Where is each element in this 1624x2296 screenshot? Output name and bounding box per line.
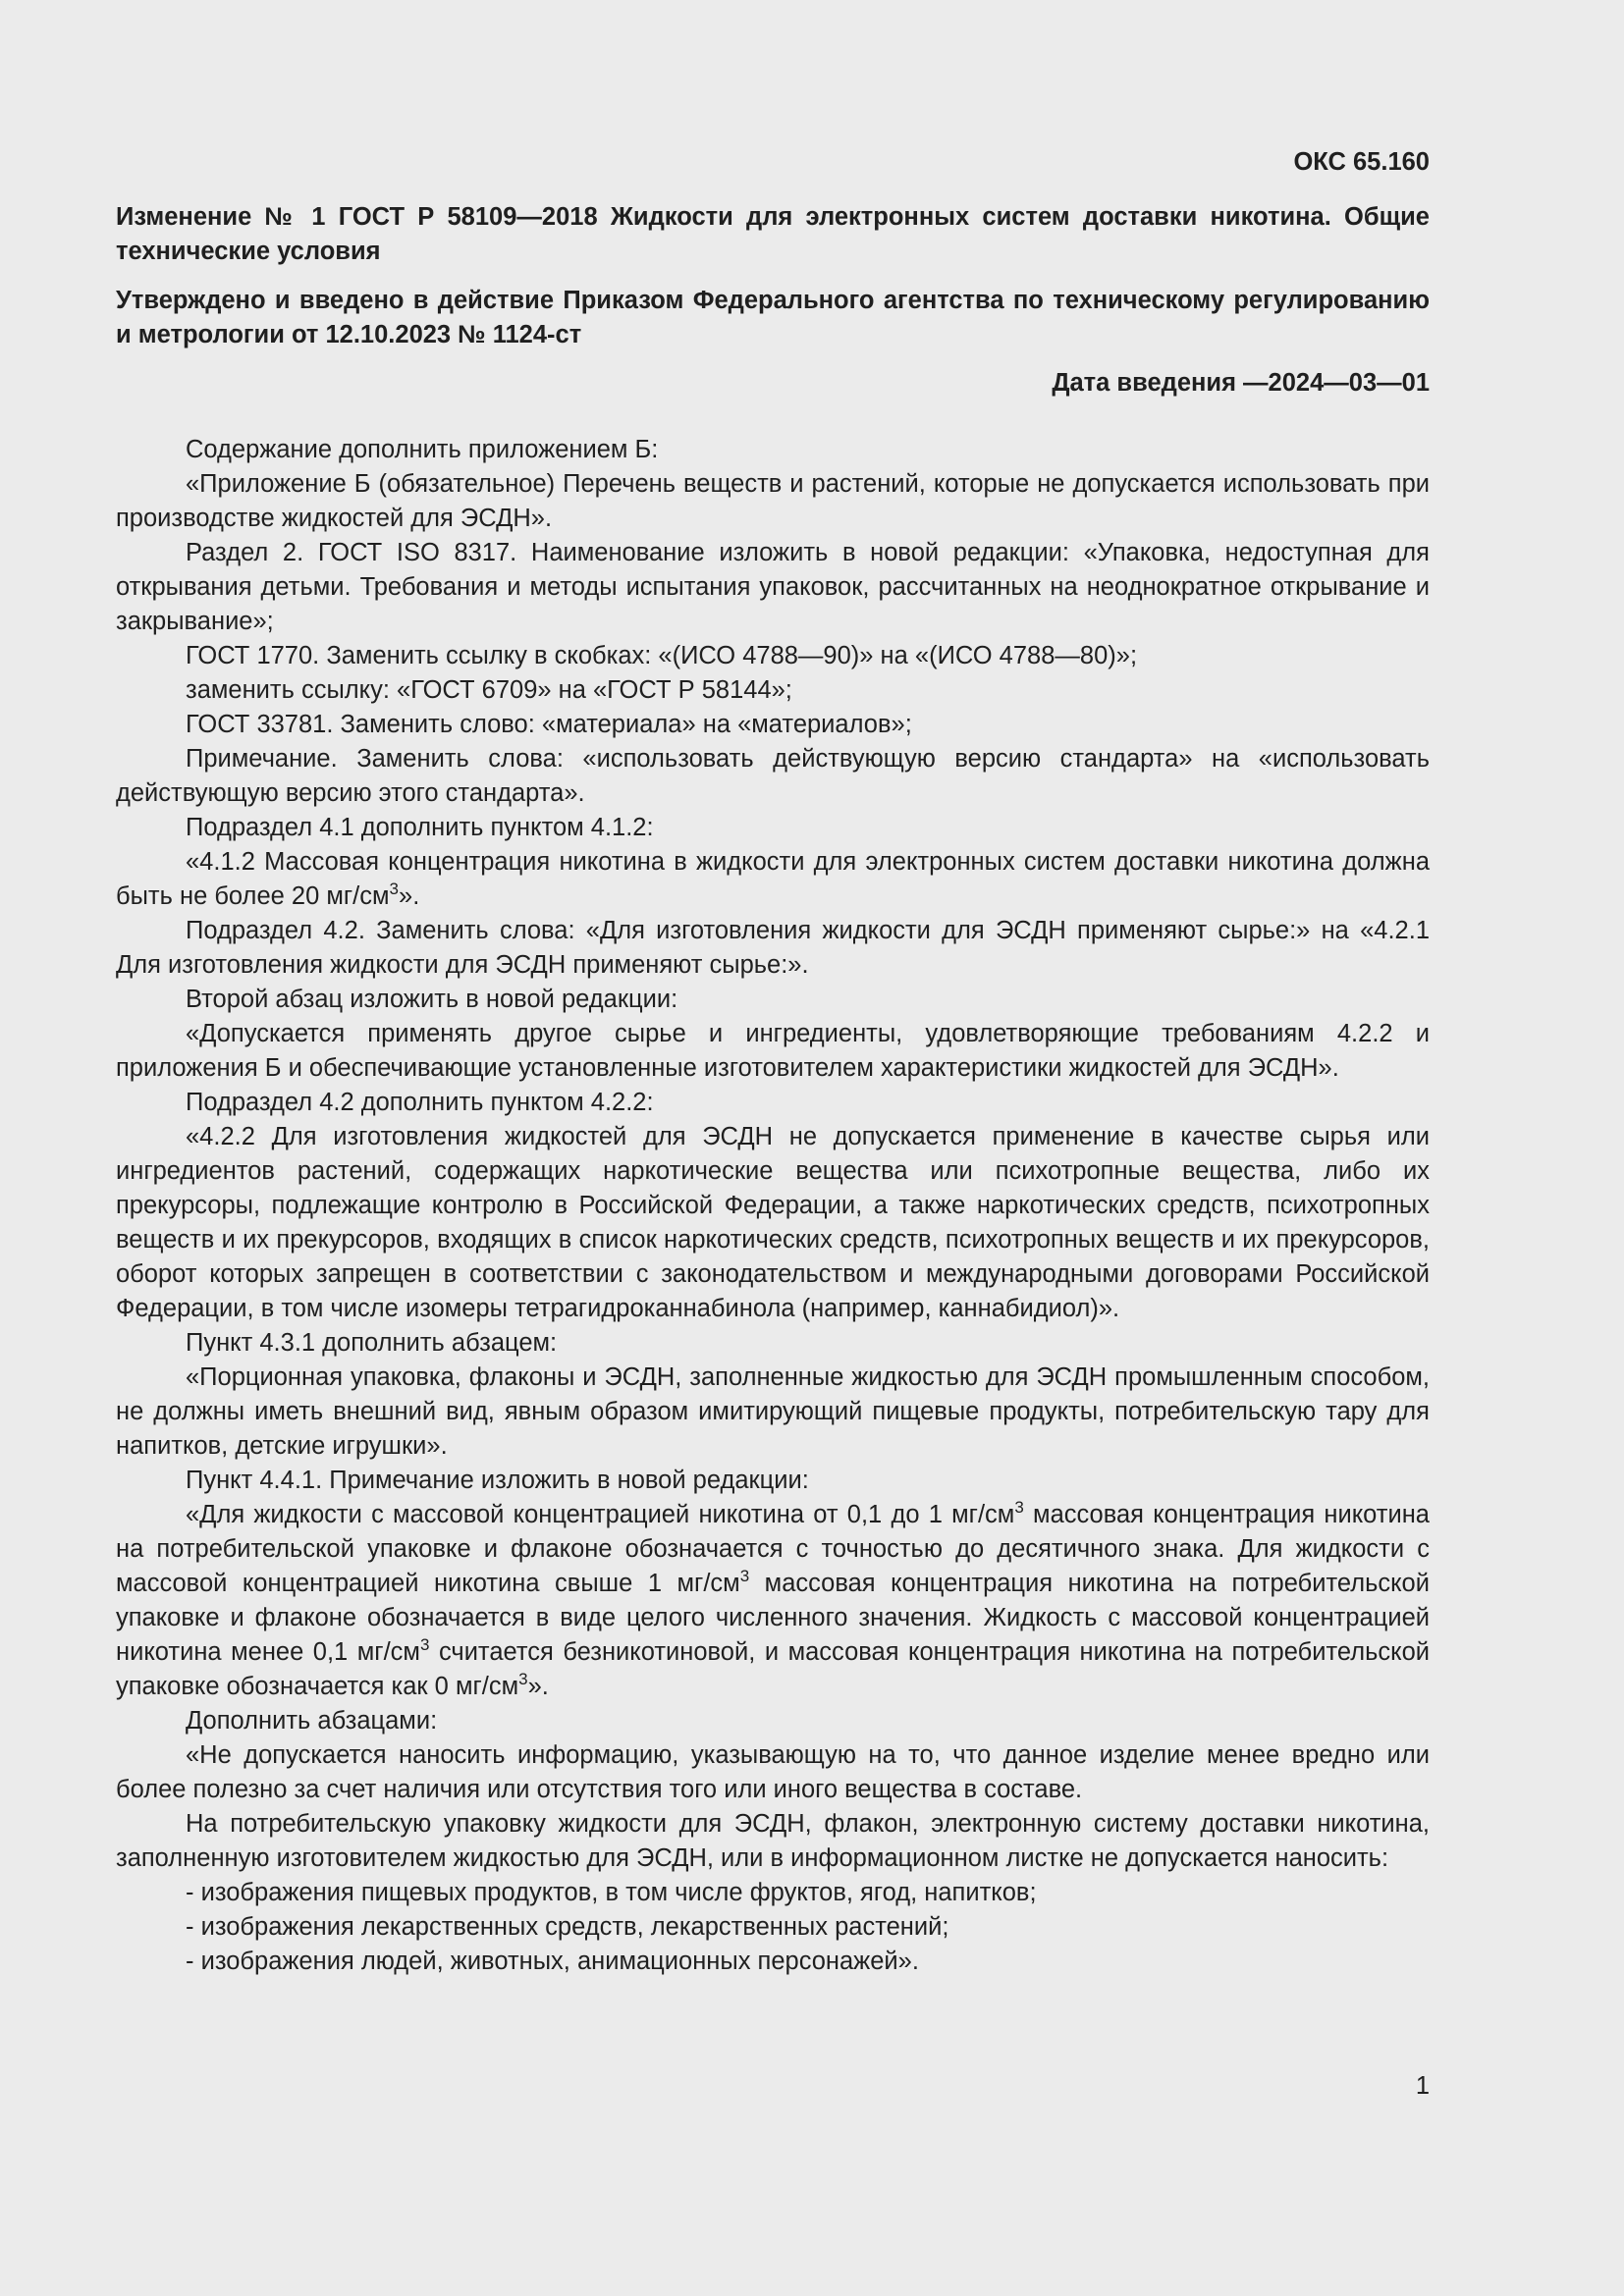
paragraph: ГОСТ 33781. Заменить слово: «материала» на «материалов»; [186, 711, 912, 738]
paragraph: «Допускается применять другое сырье и ингредиенты, удовлетворяющие требованиям 4.2.2 и приложения Б и обеспечивающие установленные изготовителем характеристики жидкостей для ЭСДН». [116, 1020, 1430, 1082]
paragraph: ГОСТ 1770. Заменить ссылку в скобках: «(ИСО 4788—90)» на «(ИСО 4788—80)»; [186, 642, 1138, 669]
paragraph: Подраздел 4.2. Заменить слова: «Для изготовления жидкости для ЭСДН применяют сырье:» на «4.2.1 Для изготовления жидкости для ЭСДН применяют сырье:». [116, 917, 1430, 979]
text-run: массовая концентрация никотина на потребительской упаковке и флаконе обозначается в виде целого численного значения. Жидкость с массовой концентрацией никотина менее 0,1 мг/см [116, 1570, 1430, 1666]
dash-list-item: - изображения пищевых продуктов, в том числе фруктов, ягод, напитков; [186, 1879, 1037, 1906]
paragraph: Подраздел 4.2 дополнить пунктом 4.2.2: [186, 1089, 654, 1116]
paragraph: Дополнить абзацами: [186, 1707, 438, 1735]
paragraph: «4.2.2 Для изготовления жидкостей для ЭСДН не допускается применение в качестве сырья или ингредиентов растений, содержащих наркотические вещества или психотропные вещества, либо их прекурсоры, подлежащие контролю в Российской Федерации, а также наркотических средств, психотропных веществ и их прекурсоров, входящих в список наркотических средств, психотропных веществ и их прекурсоров, оборот которых запрещен в соответствии с законодательством и международными договорами Российской Федерации, в том числе изомеры тетрагидроканнабинола (например, каннабидиол)». [116, 1123, 1430, 1322]
amendment-body [116, 433, 1430, 1979]
amendment-title: Изменение № 1 ГОСТ Р 58109—2018 Жидкости для электронных систем доставки никотина. Общие технические условия [116, 203, 1430, 265]
text-run: ». [399, 882, 420, 910]
paragraph: Раздел 2. ГОСТ ISO 8317. Наименование изложить в новой редакции: «Упаковка, недоступная для открывания детьми. Требования и методы испытания упаковок, рассчитанных на неоднократное открывание и закрывание»; [116, 539, 1430, 635]
oks-code: ОКС 65.160 [1293, 148, 1430, 176]
paragraph: На потребительскую упаковку жидкости для ЭСДН, флакон, электронную систему доставки никотина, заполненную изготовителем жидкостью для ЭСДН, или в информационном листке не допускается наносить: [116, 1810, 1430, 1872]
paragraph: Пункт 4.4.1. Примечание изложить в новой редакции: [186, 1467, 809, 1494]
paragraph: «Порционная упаковка, флаконы и ЭСДН, заполненные жидкостью для ЭСДН промышленным способом, не должны иметь внешний вид, явным образом имитирующий пищевые продукты, потребительскую тару для напитков, детские игрушки». [116, 1363, 1430, 1460]
superscript: 3 [739, 1567, 750, 1585]
paragraph [116, 845, 1430, 914]
paragraph: заменить ссылку: «ГОСТ 6709» на «ГОСТ Р 58144»; [186, 676, 792, 704]
dash-list-item: - изображения лекарственных средств, лекарственных растений; [186, 1913, 949, 1941]
superscript: 3 [389, 880, 400, 898]
paragraph: Содержание дополнить приложением Б: [186, 436, 659, 463]
text-run: считается безникотиновой, и массовая концентрация никотина на потребительской упаковке обозначается как 0 мг/см [116, 1638, 1430, 1700]
text-run: «4.1.2 Массовая концентрация никотина в жидкости для электронных систем доставки никотина должна быть не более 20 мг/см [116, 848, 1430, 910]
text-run: массовая концентрация никотина на потребительской упаковке и флаконе обозначается с точностью до десятичного знака. Для жидкости с массовой концентрацией никотина свыше 1 мг/см [116, 1501, 1430, 1597]
approval-statement: Утверждено и введено в действие Приказом Федерального агентства по техническому регулированию и метрологии от 12.10.2023 № 1124-ст [116, 287, 1430, 348]
paragraph: Примечание. Заменить слова: «использовать действующую версию стандарта» на «использовать действующую версию этого стандарта». [116, 745, 1430, 807]
superscript: 3 [419, 1635, 430, 1654]
page-number: 1 [1415, 2072, 1430, 2100]
dash-list-item: - изображения людей, животных, анимационных персонажей». [186, 1948, 919, 1975]
paragraph: «Не допускается наносить информацию, указывающую на то, что данное изделие менее вредно или более полезно за счет наличия или отсутствия того или иного вещества в составе. [116, 1741, 1430, 1803]
effective-date: Дата введения —2024—03—01 [1052, 369, 1430, 397]
superscript: 3 [1014, 1498, 1024, 1517]
paragraph: Пункт 4.3.1 дополнить абзацем: [186, 1329, 558, 1357]
text-run: «Для жидкости с массовой концентрацией никотина от 0,1 до 1 мг/см [186, 1501, 1015, 1528]
paragraph [116, 1498, 1430, 1704]
superscript: 3 [518, 1670, 528, 1688]
paragraph: Второй абзац изложить в новой редакции: [186, 986, 678, 1013]
text-run: ». [527, 1673, 549, 1700]
paragraph: Подраздел 4.1 дополнить пунктом 4.1.2: [186, 814, 654, 841]
paragraph: «Приложение Б (обязательное) Перечень веществ и растений, которые не допускается использовать при производстве жидкостей для ЭСДН». [116, 470, 1430, 532]
